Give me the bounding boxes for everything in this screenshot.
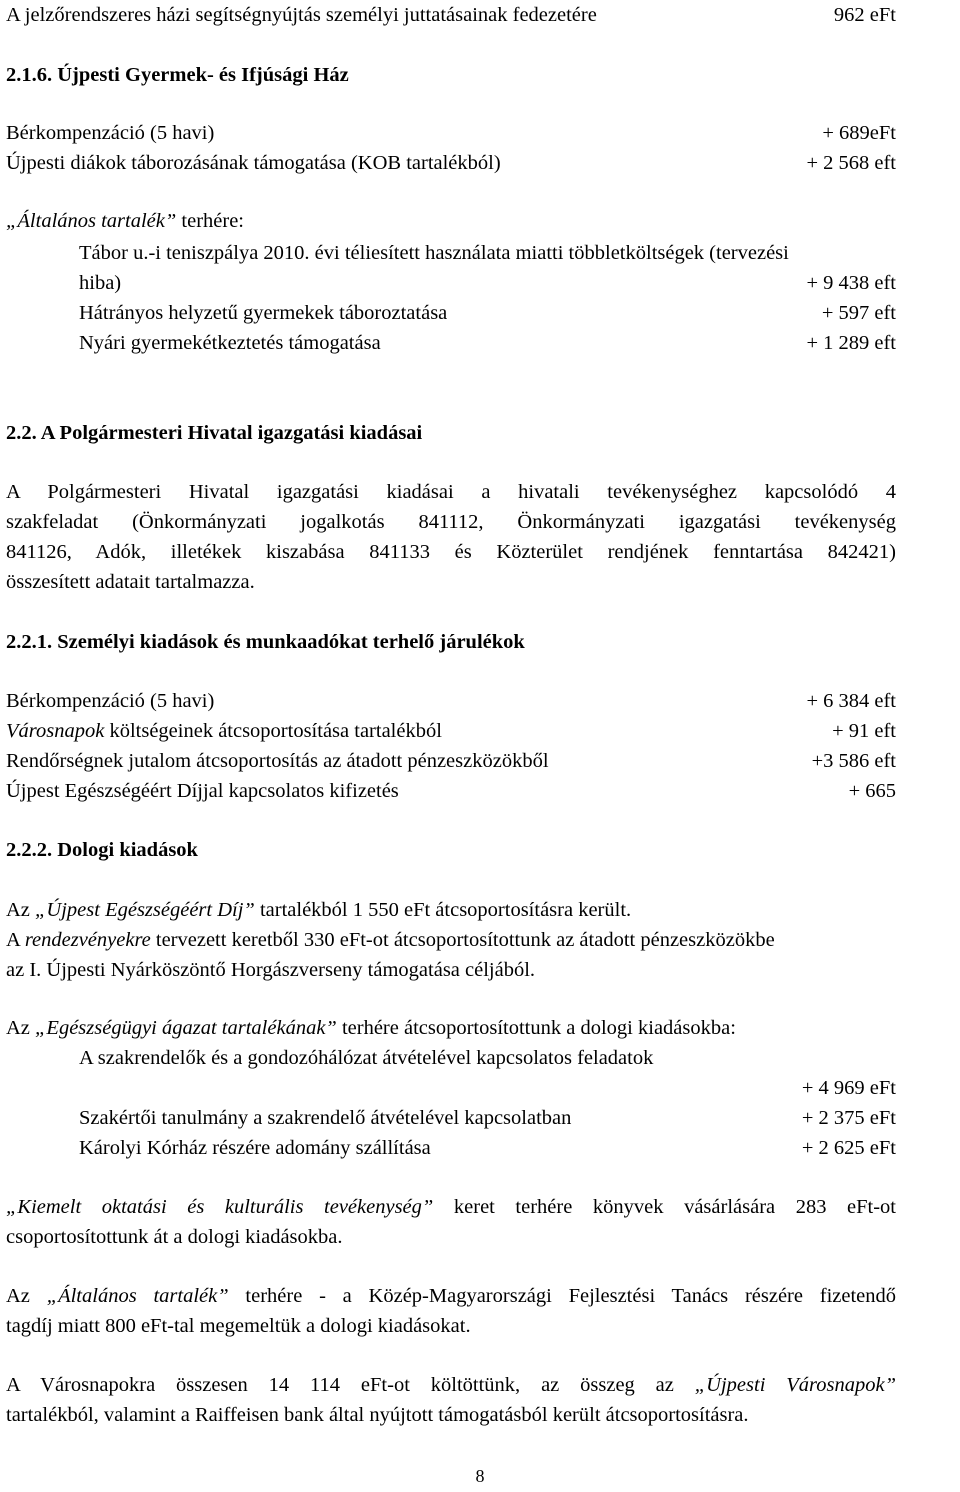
budget-row: Bérkompenzáció (5 havi) + 689eFt: [6, 122, 896, 144]
funding-line: [6, 0, 896, 30]
paragraph-line: az I. Újpesti Nyárköszöntő Horgászverseny támogatása céljából.: [6, 959, 536, 981]
paragraph-line: Az „Újpest Egészségéért Díj” tartalékból 1 550 eFt átcsoportosításra került.: [6, 899, 632, 921]
budget-row: Városnapok költségeinek átcsoportosítása tartalékból + 91 eft: [6, 720, 896, 742]
tabor-line-1: Tábor u.-i teniszpálya 2010. évi téliesített használata miatti többletköltségek (tervezési: [79, 242, 789, 264]
paragraph-line: A rendezvényekre tervezett keretből 330 eFt-ot átcsoportosítottunk az átadott pénzeszközökbe: [6, 929, 775, 951]
funding-amount: 962 eFt: [833, 4, 896, 26]
budget-row: Újpesti diákok táborozásának támogatása (KOB tartalékból) + 2 568 eft: [6, 152, 896, 174]
section-heading-2-2-1: 2.2.1. Személyi kiadások és munkaadókat terhelő járulékok: [6, 631, 525, 653]
budget-row: Szakértői tanulmány a szakrendelő átvételével kapcsolatban + 2 375 eFt: [79, 1107, 896, 1129]
section-heading-2-2-2: 2.2.2. Dologi kiadások: [6, 839, 198, 861]
reserve-heading: „Általános tartalék” terhére:: [6, 210, 244, 232]
page-number: 8: [475, 1466, 485, 1486]
paragraph-line: csoportosítottunk át a dologi kiadásokba.: [6, 1226, 343, 1248]
paragraph-line: összesített adatait tartalmazza.: [6, 571, 255, 593]
budget-row: + 4 969 eFt: [801, 1077, 896, 1099]
paragraph-line: A Polgármesteri Hivatal igazgatási kiadásai a hivatali tevékenységhez kapcsolódó 4: [6, 481, 896, 503]
funding-text: A jelzőrendszeres házi segítségnyújtás személyi juttatásainak fedezetére: [6, 4, 597, 26]
budget-row: Károlyi Kórház részére adomány szállítása + 2 625 eFt: [79, 1137, 896, 1159]
paragraph-line: szakfeladat (Önkormányzati jogalkotás 841112, Önkormányzati igazgatási tevékenység: [6, 511, 896, 533]
section-heading-2-1-6: 2.1.6. Újpesti Gyermek- és Ifjúsági Ház: [6, 64, 349, 86]
paragraph-line: tartalékból, valamint a Raiffeisen bank által nyújtott támogatásból került átcsoportosításra.: [6, 1404, 749, 1426]
budget-row: hiba) + 9 438 eft: [79, 272, 896, 294]
paragraph-line: tagdíj miatt 800 eFt-tal megemeltük a dologi kiadásokat.: [6, 1315, 471, 1337]
budget-row: Bérkompenzáció (5 havi) + 6 384 eft: [6, 690, 896, 712]
section-heading-2-2: 2.2. A Polgármesteri Hivatal igazgatási kiadásai: [6, 422, 423, 444]
budget-row: Újpest Egészségéért Díjjal kapcsolatos kifizetés + 665: [6, 780, 896, 802]
paragraph-line: A Városnapokra összesen 14 114 eFt-ot költöttünk, az összeg az „Újpesti Városnapok”: [6, 1374, 896, 1396]
paragraph-line: Az „Egészségügyi ágazat tartalékának” terhére átcsoportosítottunk a dologi kiadásokba:: [6, 1017, 736, 1039]
paragraph-line: Az „Általános tartalék” terhére - a Közép-Magyarországi Fejlesztési Tanács részére fizetendő: [6, 1285, 897, 1307]
budget-row: Hátrányos helyzetű gyermekek táboroztatása + 597 eft: [79, 302, 896, 324]
paragraph-line: „Kiemelt oktatási és kulturális tevékenység” keret terhére könyvek vásárlására 283 eFt-ot: [6, 1196, 896, 1218]
list-item: A szakrendelők és a gondozóhálózat átvételével kapcsolatos feladatok: [79, 1047, 654, 1069]
budget-row: Nyári gyermekétkeztetés támogatása + 1 289 eft: [79, 332, 896, 354]
paragraph-line: 841126, Adók, illetékek kiszabása 841133 és Közterület rendjének fenntartása 842421): [6, 541, 896, 563]
budget-row: Rendőrségnek jutalom átcsoportosítás az átadott pénzeszközökből +3 586 eft: [6, 750, 896, 772]
